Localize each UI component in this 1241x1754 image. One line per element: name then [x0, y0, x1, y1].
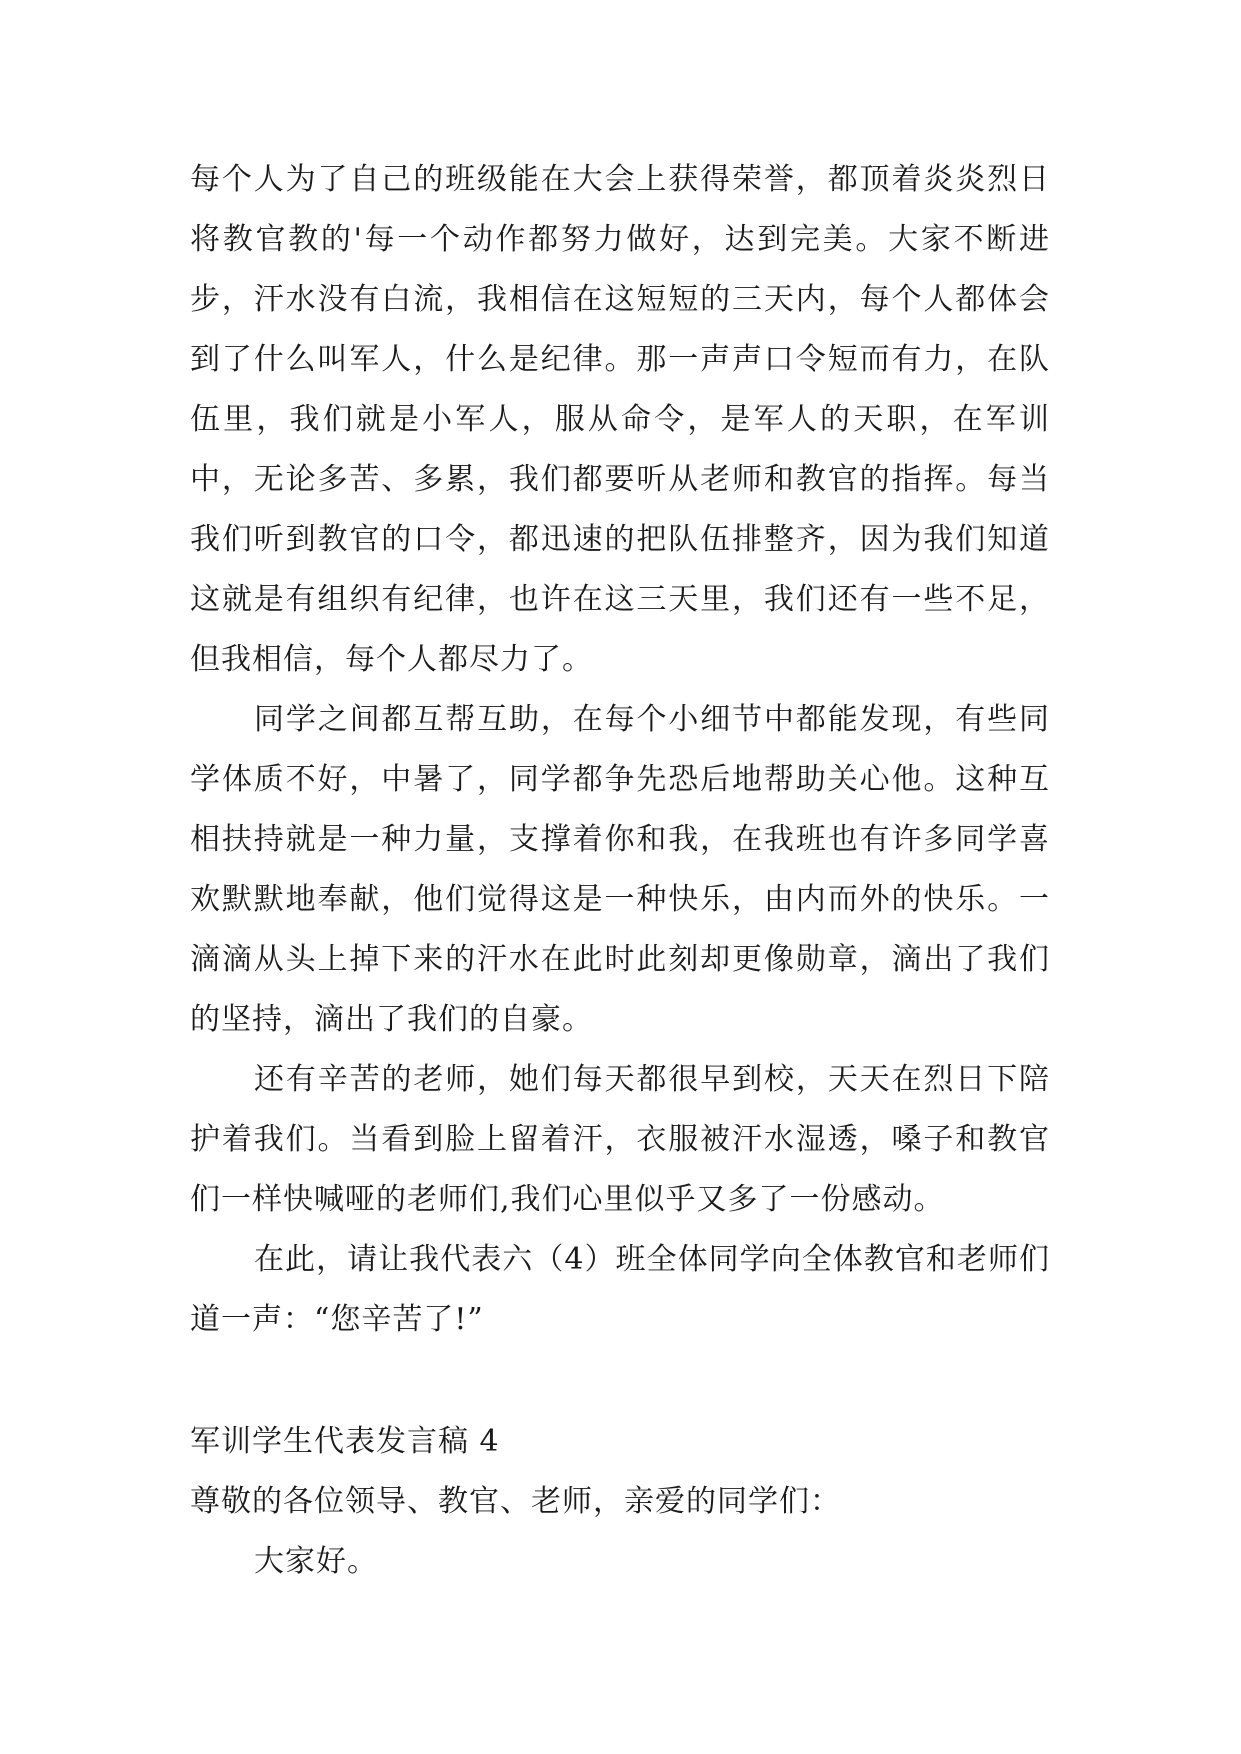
- section-title: 军训学生代表发言稿 4: [190, 1424, 500, 1459]
- paragraph-2: 同学之间都互帮互助，在每个小细节中都能发现，有些同学体质不好，中暑了，同学都争先恐后地帮助关心他。这种互相扶持就是一种力量，支撑着你和我，在我班也有许多同学喜欢默默地奉献，他们觉得这是一种快乐，由内而外的快乐。一滴滴从头上掉下来的汗水在此时此刻却更像勋章，滴出了我们的坚持，滴出了我们的自豪。: [190, 702, 1050, 1037]
- salutation: 尊敬的各位领导、教官、老师，亲爱的同学们：: [190, 1484, 841, 1519]
- greeting: 大家好。: [254, 1544, 378, 1579]
- document-page: [190, 150, 1050, 1592]
- paragraph-3: 还有辛苦的老师，她们每天都很早到校，天天在烈日下陪护着我们。当看到脸上留着汗，衣服被汗水湿透，嗓子和教官们一样快喊哑的老师们,我们心里似乎又多了一份感动。: [190, 1062, 1050, 1217]
- paragraph-4: 在此，请让我代表六（4）班全体同学向全体教官和老师们道一声：“您辛苦了!”: [190, 1242, 1050, 1337]
- paragraph-1: 每个人为了自己的班级能在大会上获得荣誉，都顶着炎炎烈日将教官教的'每一个动作都努力做好，达到完美。大家不断进步，汗水没有白流，我相信在这短短的三天内，每个人都体会到了什么叫军人，什么是纪律。那一声声口令短而有力，在队伍里，我们就是小军人，服从命令，是军人的天职，在军训中，无论多苦、多累，我们都要听从老师和教官的指挥。每当我们听到教官的口令，都迅速的把队伍排整齐，因为我们知道这就是有组织有纪律，也许在这三天里，我们还有一些不足，但我相信，每个人都尽力了。: [190, 162, 1050, 677]
